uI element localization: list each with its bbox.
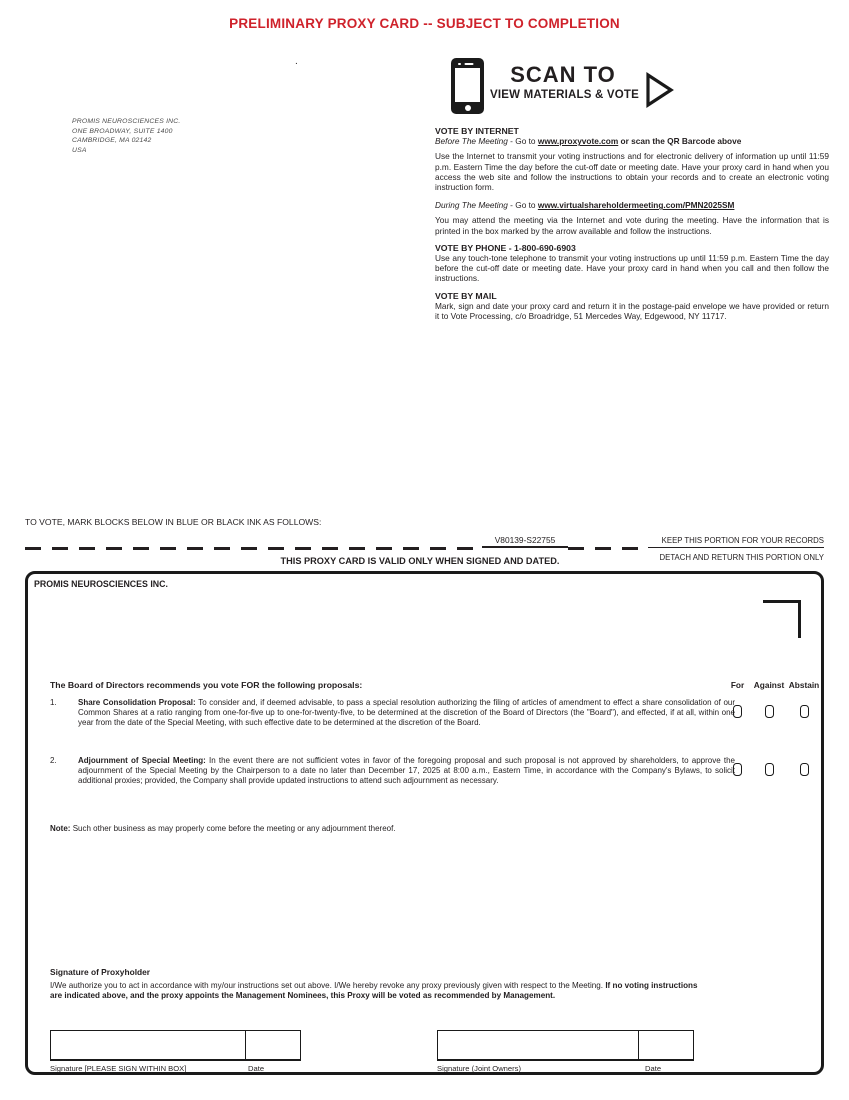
during-meeting-label: During The Meeting [435, 200, 508, 211]
signature-instructions-bold: If no voting instructions are indicated above, and the proxy appoints the Management Nominees, this Proxy will be voted as recommended by Management. [50, 981, 698, 1000]
note-body: Such other business as may properly come before the meeting or any adjournment thereof. [72, 824, 396, 833]
control-box-corner-mark [763, 600, 801, 638]
proposal-1-checkboxes [724, 705, 821, 718]
date-label-1: Date [248, 1064, 265, 1073]
phone-home-button [465, 105, 471, 111]
note-label: Note: [50, 824, 71, 833]
signature-instructions [50, 981, 706, 1001]
signature-input-1[interactable] [51, 1031, 245, 1059]
date-input-1[interactable] [245, 1031, 300, 1059]
company-address [72, 117, 180, 155]
signature-box-2 [437, 1030, 694, 1061]
proposal-2-title: Adjournment of Special Meeting: [78, 756, 206, 765]
voting-instructions [435, 126, 829, 321]
before-meeting-tail: or scan the QR Barcode above [618, 136, 742, 147]
smartphone-icon [451, 58, 484, 114]
proposal-1 [50, 698, 740, 727]
note-line [50, 824, 707, 833]
vote-phone-body: Use any touch-tone telephone to transmit your voting instructions up until 11:59 p.m. Eastern Time the day before the cut-off date or meeting date. Have your proxy card in hand when you call and then follow the instructions. [435, 253, 829, 284]
scan-to-title: SCAN TO [510, 62, 616, 87]
card-company-name: PROMIS NEUROSCIENCES INC. [34, 579, 168, 589]
phone-screen [455, 68, 480, 102]
vote-mail-heading: VOTE BY MAIL [435, 290, 497, 301]
proposal-2-checkboxes [724, 763, 821, 776]
during-meeting-line [435, 200, 829, 210]
vote-mail-body: Mark, sign and date your proxy card and return it in the postage-paid envelope we have provided or return it to Vote Processing, c/o Broadridge, 51 Mercedes Way, Edgewood, NY 11717. [435, 300, 829, 322]
mark-blocks-instruction: TO VOTE, MARK BLOCKS BELOW IN BLUE OR BLACK INK AS FOLLOWS: [25, 517, 322, 527]
virtual-meeting-link[interactable]: www.virtualshareholdermeeting.com/PMN2025SM [537, 200, 735, 211]
proposal-1-body: To consider and, if deemed advisable, to pass a special resolution authorizing the filing of articles of amendment to effect a share consolidation of our Common Shares at a ratio ranging from one-for-five up to one-for-twenty-five, to be determined at the discretion of the Board of Directors (the "Board"), and effected, if at all, within one year from the date of the Special Meeting, with such effective date to be determined at the discretion of the Board. [78, 698, 736, 727]
vote-phone-heading: VOTE BY PHONE - 1-800-690-6903 [435, 242, 576, 253]
proposal-1-for-checkbox[interactable] [733, 705, 742, 718]
for-column-header: For [730, 680, 745, 690]
before-meeting-label: Before The Meeting [435, 136, 508, 147]
address-line-3: CAMBRIDGE, MA 02142 [72, 137, 152, 145]
proposal-1-text [78, 698, 735, 727]
proposal-1-abstain-checkbox[interactable] [800, 705, 809, 718]
keep-portion-note: KEEP THIS PORTION FOR YOUR RECORDS [648, 536, 824, 548]
against-column-header: Against [753, 680, 785, 690]
proposal-2-body: In the event there are not sufficient votes in favor of the foregoing proposal and such proposal is not approved by shareholders, to approve the adjournment of the Special Meeting by the Chairperson to a date no later than December 17, 2025 at 8:00 a.m., Eastern Time, in accordance with the Company's Bylaws, to solicit additional proxies; provided, the Company shall provide updated instructions to attend such adjournment as necessary. [78, 756, 735, 785]
proposal-1-title: Share Consolidation Proposal: [78, 698, 196, 707]
signature-heading: Signature of Proxyholder [50, 967, 151, 977]
scan-to-subtitle: VIEW MATERIALS & VOTE [489, 89, 640, 101]
preliminary-banner: PRELIMINARY PROXY CARD -- SUBJECT TO COMPLETION [229, 16, 620, 31]
before-meeting-mid: - Go to [507, 136, 538, 147]
proposal-2-abstain-checkbox[interactable] [800, 763, 809, 776]
proposal-1-number: 1. [50, 698, 57, 707]
detach-portion-note: DETACH AND RETURN THIS PORTION ONLY [659, 553, 824, 562]
proxy-ballot-card [25, 571, 824, 1075]
address-line-1: PROMIS NEUROSCIENCES INC. [72, 118, 181, 125]
date-label-2: Date [645, 1064, 662, 1073]
proposal-1-against-checkbox[interactable] [765, 705, 774, 718]
control-number: V80139-S22755 [482, 535, 568, 548]
valid-when-signed-notice: THIS PROXY CARD IS VALID ONLY WHEN SIGNED AND DATED. [280, 556, 560, 566]
proposal-2-for-checkbox[interactable] [733, 763, 742, 776]
proposal-2-against-checkbox[interactable] [765, 763, 774, 776]
vote-column-headers [724, 680, 821, 690]
right-arrow-icon [645, 72, 675, 108]
during-meeting-mid: - Go to [507, 200, 538, 211]
detach-dashed-line [25, 547, 482, 550]
signature-label-1: Signature [PLEASE SIGN WITHIN BOX] [50, 1064, 187, 1073]
proxyvote-link[interactable]: www.proxyvote.com [537, 136, 619, 147]
signature-input-2[interactable] [438, 1031, 638, 1059]
phone-camera-dot [458, 63, 461, 66]
date-input-2[interactable] [638, 1031, 693, 1059]
board-recommendation: The Board of Directors recommends you vote FOR the following proposals: [50, 680, 363, 690]
signature-box-1 [50, 1030, 301, 1061]
before-meeting-line [435, 136, 829, 146]
during-meeting-body: You may attend the meeting via the Internet and vote during the meeting. Have the information that is printed in the box marked by the arrow available and follow the instructions. [435, 215, 829, 236]
signature-label-2: Signature (Joint Owners) [437, 1064, 521, 1073]
proposal-2 [50, 756, 740, 785]
vote-internet-body: Use the Internet to transmit your voting instructions and for electronic delivery of information up until 11:59 p.m. Eastern Time the day before the cut-off date or meeting date. Have your proxy card in hand when you access the web site and follow the instructions to obtain your records and to create an electronic voting instruction form. [435, 151, 829, 193]
phone-speaker-bar [465, 63, 474, 66]
vote-internet-heading: VOTE BY INTERNET [435, 126, 519, 136]
proposal-2-text [78, 756, 735, 785]
proposal-2-number: 2. [50, 756, 57, 765]
detach-dashed-line [568, 547, 647, 550]
stray-dot: . [295, 56, 298, 67]
signature-instructions-regular: I/We authorize you to act in accordance with my/our instructions set out above. I/We hereby revoke any proxy previously given with respect to the Meeting. [50, 981, 604, 990]
abstain-column-header: Abstain [788, 680, 820, 690]
address-line-2: ONE BROADWAY, SUITE 1400 [72, 127, 173, 135]
address-line-4: USA [72, 146, 87, 154]
